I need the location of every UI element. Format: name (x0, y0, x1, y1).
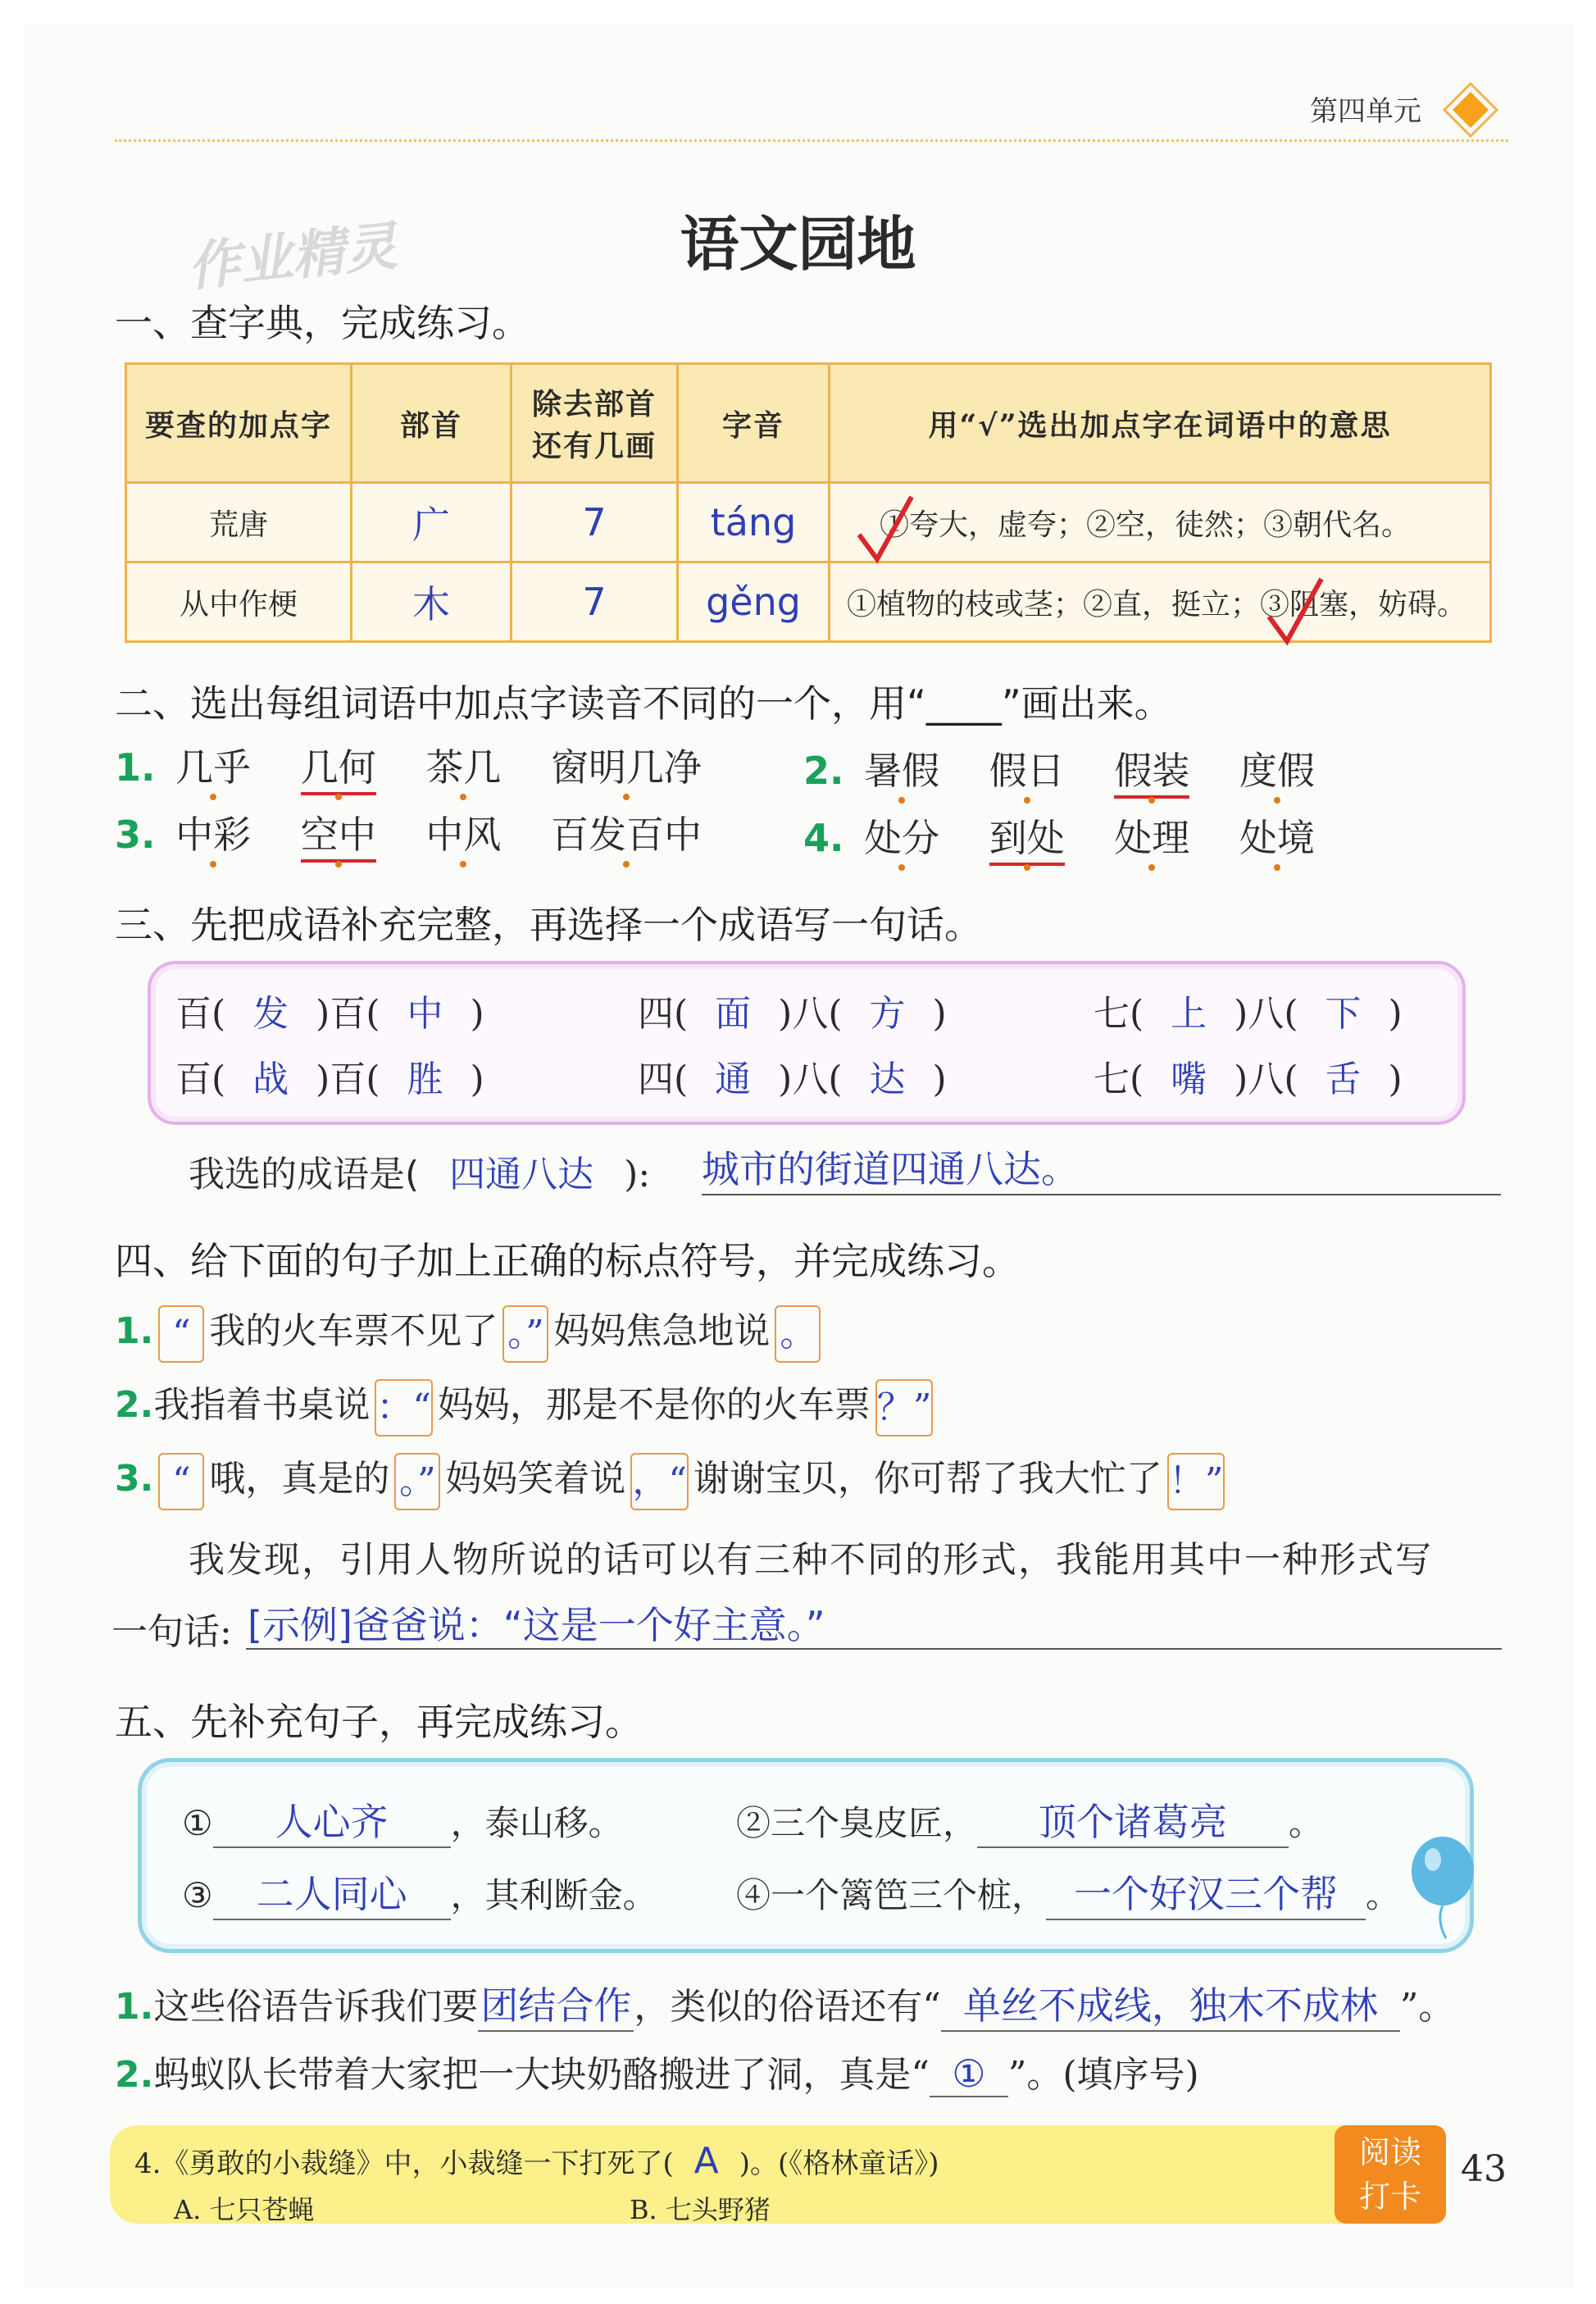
punctuation-box[interactable]: 。” (502, 1305, 548, 1363)
check-mark-icon (853, 492, 918, 566)
table-cell-radical: 广 (352, 483, 512, 562)
table-cell-radical: 木 (352, 562, 512, 642)
paragraph: 我发现，引用人物所说的话可以有三种不同的形式，我能用其中一种形式写 (189, 1539, 1433, 1581)
page-number: 43 (1461, 2148, 1507, 2190)
unit-label: 第四单元 (1310, 95, 1421, 128)
table-cell-word: 荒唐 (126, 483, 352, 562)
paragraph-cont: 一句话: (111, 1611, 232, 1653)
table-cell-meaning: ①夸大，虚夸；②空，徒然；③朝代名。 (830, 483, 1491, 562)
table-cell-strokes: 7 (512, 562, 678, 642)
word: 中彩 (175, 805, 251, 859)
punctuation-box[interactable]: 。” (394, 1453, 440, 1510)
section-2-heading: 二、选出每组词语中加点字读音不同的一个，用“____”画出来。 (115, 681, 1172, 726)
word: 假日 (989, 741, 1065, 795)
punctuation-box[interactable]: ，“ (630, 1453, 689, 1510)
proverb-answer: 一个好汉三个帮 (1046, 1865, 1366, 1920)
choice-answer: 四通八达 (449, 1154, 594, 1195)
item-number: 1. (115, 745, 156, 790)
punctuation-box[interactable]: “ (158, 1305, 204, 1363)
proverb-answer: 人心齐 (213, 1792, 451, 1848)
word: 几乎 (175, 738, 251, 792)
option-b: B. 七头野猪 (630, 2194, 771, 2225)
page-title: 语文园地 (680, 209, 916, 279)
word-underlined: 几何 (301, 738, 376, 795)
word: 百发百中 (551, 805, 702, 859)
choice-label: 我选的成语是( (189, 1154, 420, 1195)
word: 暑假 (864, 741, 939, 795)
word-group-1 (115, 738, 702, 795)
word-group-4 (803, 808, 1315, 866)
reading-question: 4.《勇敢的小裁缝》中，小裁缝一下打死了( A )。(《格林童话》) (134, 2140, 939, 2182)
section-5-heading: 五、先补充句子，再完成练习。 (115, 1700, 643, 1744)
option-a: A. 七只苍蝇 (174, 2194, 315, 2225)
punctuation-line-2: 2.我指着书桌说 ：“ 妈妈，那是不是你的火车票 ？” (115, 1374, 938, 1437)
question-2: 2.蚂蚁队长带着大家把一大块奶酪搬进了洞，真是“ ① ”。(填序号) (115, 2051, 1199, 2096)
table-cell-strokes: 7 (512, 483, 678, 562)
word: 度假 (1239, 741, 1315, 795)
proverb-answer: 顶个诸葛亮 (977, 1792, 1289, 1848)
table-row (126, 483, 1491, 562)
idiom: 四( 面 )八( 方 ) (638, 993, 947, 1035)
punctuation-box[interactable]: “ (158, 1453, 204, 1510)
check-mark-icon (1262, 574, 1328, 648)
punctuation-line-3: 3. “ 哦，真是的 。” 妈妈笑着说 ，“ 谢谢宝贝，你可帮了我大忙了 ！” (115, 1448, 1230, 1510)
idiom-choice-line: 我选的成语是( 四通八达 ): (189, 1145, 650, 1197)
word-underlined: 到处 (989, 808, 1065, 866)
table-cell-word: 从中作梗 (126, 562, 352, 642)
punctuation-box[interactable]: 。 (775, 1305, 821, 1363)
section-3-heading: 三、先把成语补充完整，再选择一个成语写一句话。 (115, 903, 982, 947)
table-cell-meaning: ①植物的枝或茎；②直，挺立；③阻塞，妨碍。 (830, 562, 1491, 642)
answer: ① (930, 2051, 1008, 2097)
item-number: 2. (803, 749, 844, 793)
idiom: 七( 嘴 )八( 舌 ) (1094, 1059, 1403, 1100)
table-header-cell: 除去部首还有几画 (512, 364, 678, 483)
proverb-4: ④一个篱笆三个桩， 一个好汉三个帮 。 (736, 1865, 1400, 1920)
word: 处理 (1114, 808, 1189, 863)
proverb-2: ②三个臭皮匠， 顶个诸葛亮 。 (736, 1792, 1323, 1848)
balloon-icon (1407, 1835, 1480, 1942)
section-4-heading: 四、给下面的句子加上正确的标点符号，并完成练习。 (115, 1239, 1020, 1283)
word: 茶几 (425, 738, 501, 792)
proverb-answer: 二人同心 (213, 1865, 451, 1920)
idiom: 七( 上 )八( 下 ) (1094, 993, 1403, 1035)
answer-line (246, 1648, 1502, 1650)
sentence-answer: [示例]爸爸说：“这是一个好主意。” (248, 1603, 825, 1647)
idiom: 百( 战 )百( 胜 ) (175, 1059, 484, 1100)
watermark: 作业精灵 (184, 216, 400, 299)
section-1-heading: 一、查字典，完成练习。 (115, 301, 530, 345)
punctuation-box[interactable]: ！” (1167, 1453, 1225, 1510)
reading-answer: A (693, 2140, 719, 2182)
table-header-cell: 字音 (678, 364, 830, 483)
answer: 单丝不成线，独木不成林 (941, 1976, 1400, 2032)
table-header-cell: 部首 (352, 364, 512, 483)
punctuation-box[interactable]: ？” (875, 1379, 934, 1437)
table-header-cell: 要查的加点字 (126, 364, 352, 483)
punctuation-line-1: 1. “ 我的火车票不见了 。” 妈妈焦急地说 。 (115, 1300, 825, 1363)
proverb-1: ① 人心齐 ，泰山移。 (182, 1792, 623, 1848)
idiom: 四( 通 )八( 达 ) (638, 1059, 947, 1100)
word: 窗明几净 (551, 738, 702, 792)
proverb-3: ③ 二人同心 ，其利断金。 (182, 1865, 657, 1920)
item-number: 4. (803, 816, 844, 860)
diamond-icon (1441, 80, 1500, 139)
word: 处分 (864, 808, 939, 863)
answer: 团结合作 (478, 1976, 634, 2032)
table-header-cell: 用“√”选出加点字在词语中的意思 (830, 364, 1491, 483)
proverb-box (138, 1758, 1474, 1953)
item-number: 3. (115, 813, 156, 857)
word-group-2 (803, 741, 1315, 799)
table-cell-pinyin: táng (678, 483, 830, 562)
idiom-sentence: 城市的街道四通八达。 (702, 1147, 1079, 1191)
reading-checkin-badge: 阅读 打卡 (1335, 2125, 1446, 2224)
header-dotted-rule (115, 139, 1508, 142)
idiom: 百( 发 )百( 中 ) (175, 993, 484, 1035)
word-underlined: 假装 (1114, 741, 1189, 799)
word-underlined: 空中 (301, 805, 376, 863)
word: 处境 (1239, 808, 1315, 863)
question-1: 1.这些俗语告诉我们要团结合作，类似的俗语还有“ 单丝不成线，独木不成林 ”。 (115, 1976, 1454, 2032)
punctuation-box[interactable]: ：“ (375, 1379, 433, 1437)
word: 中风 (425, 805, 501, 859)
table-cell-pinyin: gěng (678, 562, 830, 642)
word-group-3 (115, 805, 702, 863)
table-header-row (126, 364, 1491, 483)
answer-line (702, 1194, 1501, 1195)
